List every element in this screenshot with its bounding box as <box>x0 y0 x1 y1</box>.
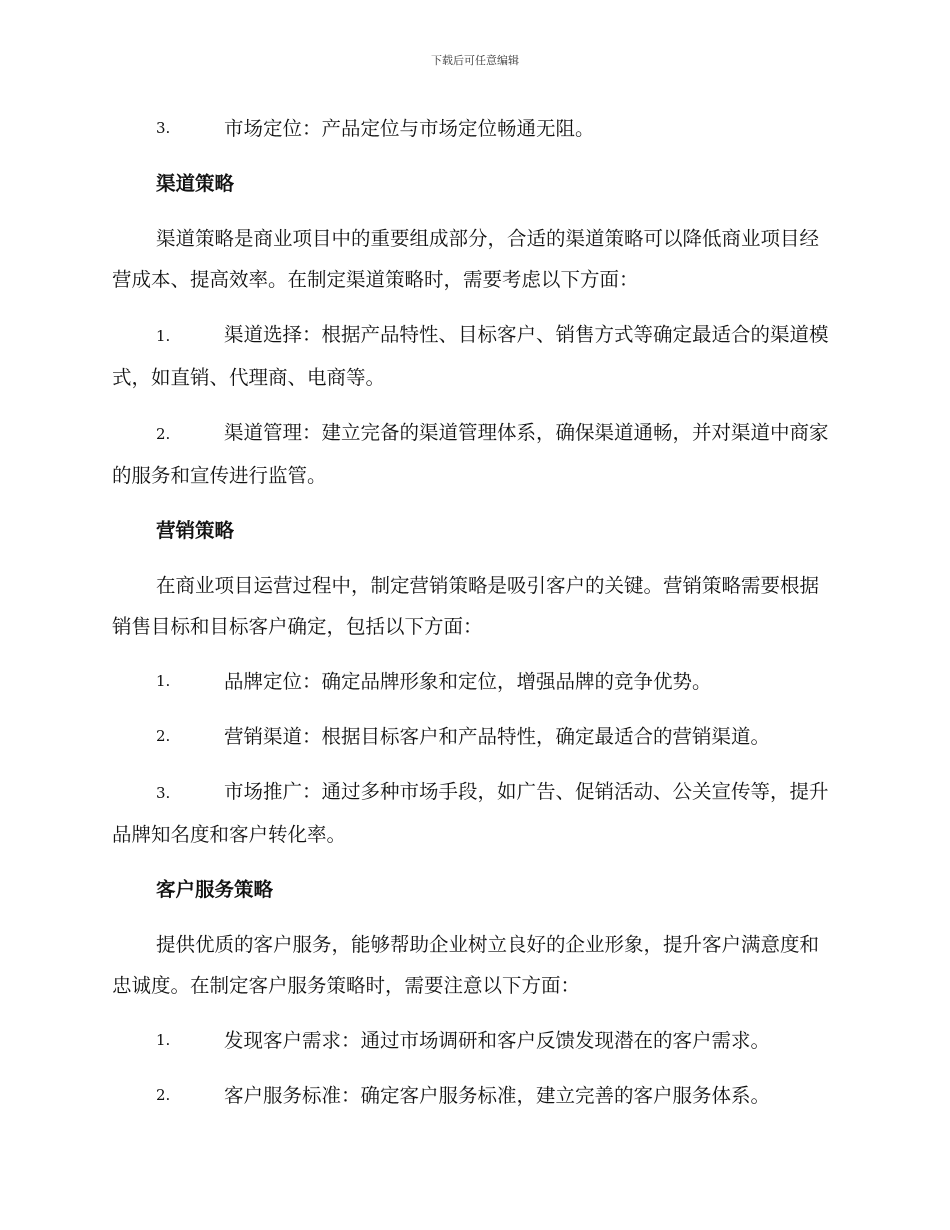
document-body <box>112 108 834 1130</box>
list-text: 渠道选择：根据产品特性、目标客户、销售方式等确定最适合的渠道模式，如直销、代理商、电商等。 <box>112 323 829 389</box>
list-item <box>112 771 834 855</box>
list-item <box>112 1075 834 1116</box>
list-number: 1. <box>156 327 171 345</box>
list-number: 3. <box>156 784 171 802</box>
list-text: 发现客户需求：通过市场调研和客户反馈发现潜在的客户需求。 <box>224 1029 771 1052</box>
list-item <box>112 412 834 496</box>
list-number: 2. <box>156 1086 171 1104</box>
list-text: 客户服务标准：确定客户服务标准，建立完善的客户服务体系。 <box>224 1084 771 1107</box>
list-item <box>112 661 834 702</box>
list-number: 2. <box>156 727 171 745</box>
section-heading: 营销策略 <box>156 519 235 542</box>
list-text: 渠道管理：建立完备的渠道管理体系，确保渠道通畅，并对渠道中商家的服务和宣传进行监管。 <box>112 421 829 487</box>
list-number: 2. <box>156 425 171 443</box>
list-number: 3. <box>156 119 171 137</box>
list-number: 1. <box>156 672 171 690</box>
list-text: 营销渠道：根据目标客户和产品特性，确定最适合的营销渠道。 <box>224 725 771 748</box>
list-text: 市场推广：通过多种市场手段，如广告、促销活动、公关宣传等，提升品牌知名度和客户转化率。 <box>112 780 829 846</box>
section-heading: 渠道策略 <box>156 172 235 195</box>
paragraph: 提供优质的客户服务，能够帮助企业树立良好的企业形象，提升客户满意度和忠诚度。在制定客户服务策略时，需要注意以下方面： <box>112 933 820 997</box>
list-item <box>112 314 834 398</box>
paragraph: 渠道策略是商业项目中的重要组成部分，合适的渠道策略可以降低商业项目经营成本、提高效率。在制定渠道策略时，需要考虑以下方面： <box>112 227 820 291</box>
page-header: 下载后可任意编辑 <box>431 54 519 67</box>
list-number: 1. <box>156 1031 171 1049</box>
paragraph: 在商业项目运营过程中，制定营销策略是吸引客户的关键。营销策略需要根据销售目标和目标客户确定，包括以下方面： <box>112 574 820 638</box>
section-heading: 客户服务策略 <box>156 878 274 901</box>
list-item <box>112 108 834 149</box>
list-item <box>112 716 834 757</box>
list-item <box>112 1020 834 1061</box>
list-text: 品牌定位：确定品牌形象和定位，增强品牌的竞争优势。 <box>224 670 712 693</box>
list-text: 市场定位：产品定位与市场定位畅通无阻。 <box>224 117 595 140</box>
